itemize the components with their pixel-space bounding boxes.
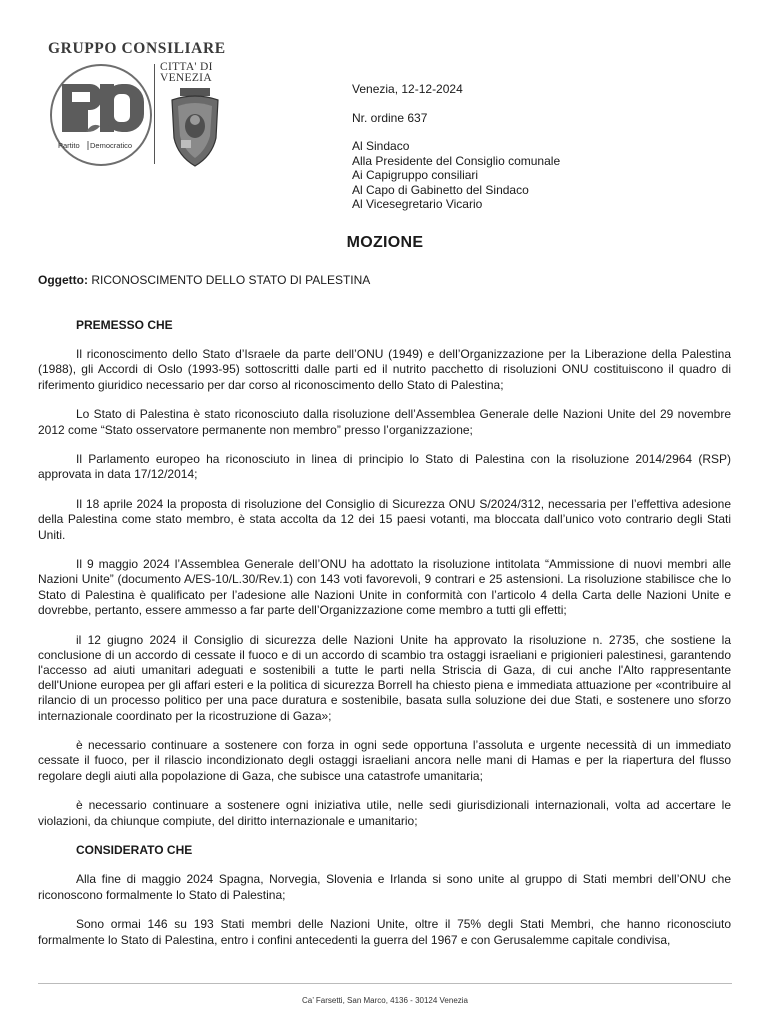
venezia-coat-of-arms-icon <box>166 88 224 168</box>
footer-address: Ca’ Farsetti, San Marco, 4136 - 30124 Venezia <box>301 996 469 1005</box>
paragraph: il 12 giugno 2024 il Consiglio di sicurezza delle Nazioni Unite ha approvato la risoluzione n. 2735, che sostiene la conclusione di un accordo di cessate il fuoco e di un accordo di scambio tra ostaggi israeliani e prigionieri palestinesi, garantendo l'accesso ad aiuti umanitari adeguati e sostenibili a tutte le parti nella Striscia di Gaza, di cui anche l'Alto rappresentante dell'Unione europea per gli affari esteri e la politica di sicurezza Borrell ha chiesto piena e immediata attuazione per «contribuire al rilancio di un processo politico per una pace duratura e sostenibile, basata sulla soluzione dei due Stati, e sostenere uno sforzo internazionale coordinato per la ricostruzione di Gaza»; <box>38 632 731 723</box>
city-name-line2: VENEZIA <box>160 72 212 84</box>
section-heading-premesso: PREMESSO CHE <box>76 318 173 332</box>
order-number: Nr. ordine 637 <box>352 110 428 125</box>
city-name-line1: CITTA' DI <box>160 61 213 73</box>
place-date: Venezia, 12-12-2024 <box>352 82 463 96</box>
pd-logo-right-label: Democratico <box>90 141 133 150</box>
recipient: Alla Presidente del Consiglio comunale <box>352 153 561 168</box>
paragraph: Il Parlamento europeo ha riconosciuto in linea di principio lo Stato di Palestina con la risoluzione 2014/2964 (RSP) approvata in data 17/12/2014; <box>38 452 731 482</box>
letterhead-divider <box>154 64 155 164</box>
section-heading-considerato: CONSIDERATO CHE <box>76 843 193 858</box>
subject-line <box>38 273 370 287</box>
document-body <box>38 318 731 962</box>
document-title: MOZIONE <box>346 234 424 251</box>
paragraph: è necessario continuare a sostenere con forza in ogni sede opportuna l’assoluta e urgente necessità di un immediato cessate il fuoco, per il rilascio incondizionato degli ostaggi israeliani ancora nelle mani di Hamas e per la riapertura del flusso regolare degli aiuti alla popolazione di Gaza, che subisce una catastrofe umanitaria; <box>38 738 731 783</box>
pd-party-logo <box>48 62 154 168</box>
recipient: Al Vicesegretario Vicario <box>352 197 483 211</box>
subject-text: RICONOSCIMENTO DELLO STATO DI PALESTINA <box>91 273 371 287</box>
group-title: GRUPPO CONSILIARE <box>48 40 226 57</box>
pd-logo-left-label: Partito <box>58 141 80 150</box>
paragraph: Il riconoscimento dello Stato d’Israele da parte dell’ONU (1949) e dell’Organizzazione per la Liberazione della Palestina (1988), gli Accordi di Oslo (1993-95) sottoscritti dalle parti ed il nutrito pacchetto di risoluzioni ONU costituiscono il quadro di riferimento giuridico necessario per dar corso al riconoscimento dello Stato di Palestina; <box>38 347 731 392</box>
paragraph: Sono ormai 146 su 193 Stati membri delle Nazioni Unite, oltre il 75% degli Stati Membri, che hanno riconosciuto formalmente lo Stato di Palestina, entro i confini antecedenti la guerra del 1967 e con Gerusalemme capitale condivisa, <box>38 917 731 947</box>
paragraph: Lo Stato di Palestina è stato riconosciuto dalla risoluzione dell’Assemblea Generale delle Nazioni Unite del 29 novembre 2012 come “Stato osservatore permanente non membro” presso l’organizzazione; <box>38 407 731 437</box>
subject-label: Oggetto: <box>38 273 88 287</box>
recipient: Al Sindaco <box>352 139 410 153</box>
city-name <box>160 62 213 84</box>
paragraph: è necessario continuare a sostenere ogni iniziativa utile, nelle sedi giurisdizionali internazionali, volta ad accertare le violazioni, da chiunque compiute, del diritto internazionale e umanitario; <box>38 798 731 828</box>
recipient: Al Capo di Gabinetto del Sindaco <box>352 182 529 197</box>
paragraph: Alla fine di maggio 2024 Spagna, Norvegia, Slovenia e Irlanda si sono unite al gruppo di Stati membri dell’ONU che riconoscono formalmente lo Stato di Palestina; <box>38 872 731 902</box>
paragraph: Il 9 maggio 2024 l’Assemblea Generale dell’ONU ha adottato la risoluzione intitolata “Ammissione di nuovi membri alle Nazioni Unite” (documento A/ES-10/L.30/Rev.1) con 143 voti favorevoli, 9 contrari e 25 astensioni. La risoluzione stabilisce che lo Stato di Palestina è qualificato per l’adesione alle Nazioni Unite in conformità con l’articolo 4 della Carta delle Nazioni Unite e dovrebbe, pertanto, essere ammesso a far parte dell’Organizzazione come membro a tutti gli effetti; <box>38 557 731 617</box>
recipient: Ai Capigruppo consiliari <box>352 168 479 182</box>
footer-divider <box>38 983 732 984</box>
paragraph: Il 18 aprile 2024 la proposta di risoluzione del Consiglio di Sicurezza ONU S/2024/312, necessaria per l’effettiva adesione della Palestina come stato membro, è stata accolta da 12 dei 15 paesi votanti, ma bloccata dall’unico voto contrario degli Stati Uniti. <box>38 497 731 542</box>
letter-header <box>352 82 560 212</box>
